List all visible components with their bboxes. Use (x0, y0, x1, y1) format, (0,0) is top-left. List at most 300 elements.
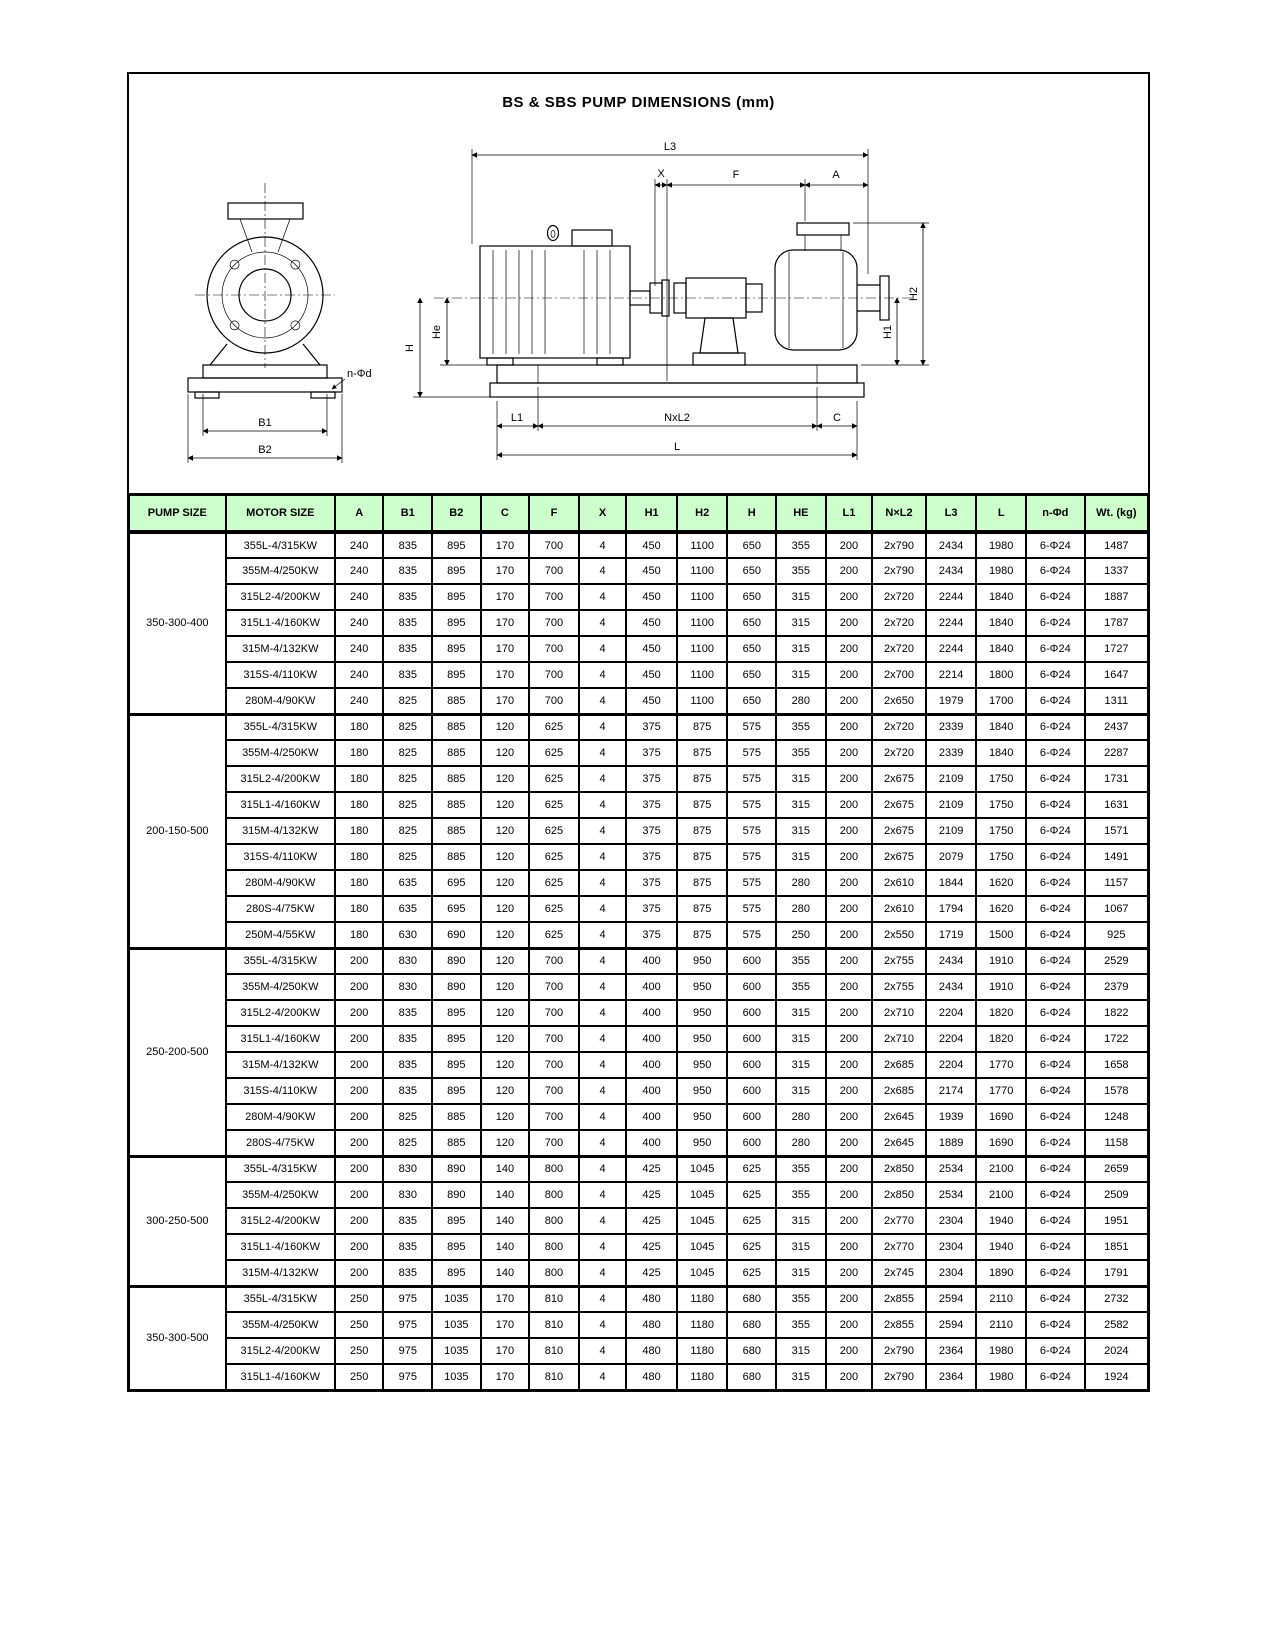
dimension-cell: 835 (383, 610, 432, 636)
dimension-cell: 355 (776, 1312, 826, 1338)
dimension-cell: 4 (579, 1312, 627, 1338)
dimension-cell: 2x790 (872, 1364, 926, 1390)
dimension-cell: 695 (432, 870, 481, 896)
dimension-cell: 2x710 (872, 1000, 926, 1026)
dimension-cell: 315 (776, 1260, 826, 1286)
dimension-cell: 885 (432, 766, 481, 792)
dimension-cell: 4 (579, 1000, 627, 1026)
table-row (129, 688, 1149, 714)
pump-drawing (129, 126, 1148, 490)
dimension-cell: 170 (481, 1338, 530, 1364)
dimension-cell: 375 (626, 792, 677, 818)
dimension-cell: 2244 (926, 584, 977, 610)
column-header: A (335, 495, 384, 533)
dimension-cell: 120 (481, 1026, 530, 1052)
motor-size-cell: 315M-4/132KW (226, 818, 335, 844)
dimension-cell: 400 (626, 1130, 677, 1156)
dimension-cell: 315 (776, 584, 826, 610)
dimension-cell: 140 (481, 1156, 530, 1182)
table-row (129, 584, 1149, 610)
table-row (129, 1130, 1149, 1156)
motor-size-cell: 280M-4/90KW (226, 688, 335, 714)
dimension-cell: 1844 (926, 870, 977, 896)
dimension-cell: 1311 (1085, 688, 1149, 714)
dimension-cell: 625 (529, 870, 579, 896)
dimension-cell: 200 (335, 974, 384, 1000)
dimension-cell: 4 (579, 1364, 627, 1390)
dimension-cell: 170 (481, 584, 530, 610)
dimension-cell: 4 (579, 1104, 627, 1130)
dimension-cell: 4 (579, 1338, 627, 1364)
dimension-cell: 400 (626, 974, 677, 1000)
dimension-cell: 1980 (976, 558, 1026, 584)
dimension-cell: 875 (677, 922, 728, 948)
dimension-cell: 1979 (926, 688, 977, 714)
motor-size-cell: 315M-4/132KW (226, 636, 335, 662)
dimension-cell: 1820 (976, 1000, 1026, 1026)
dimension-cell: 480 (626, 1364, 677, 1390)
dimension-cell: 890 (432, 1182, 481, 1208)
dimension-cell: 830 (383, 1182, 432, 1208)
dimension-cell: 120 (481, 974, 530, 1000)
dimension-cell: 2732 (1085, 1286, 1149, 1312)
motor-size-cell: 315L1-4/160KW (226, 792, 335, 818)
dimension-cell: 680 (727, 1312, 776, 1338)
dimension-cell: 700 (529, 1104, 579, 1130)
dimension-cell: 200 (335, 948, 384, 974)
dimension-cell: 1500 (976, 922, 1026, 948)
dimension-cell: 2x610 (872, 870, 926, 896)
dimension-cell: 575 (727, 922, 776, 948)
column-header: Wt. (kg) (1085, 495, 1149, 533)
dimension-cell: 6-Φ24 (1026, 922, 1085, 948)
dimension-cell: 1100 (677, 636, 728, 662)
dimension-cell: 2100 (976, 1182, 1026, 1208)
dimension-cell: 1840 (976, 714, 1026, 740)
dimension-cell: 2x720 (872, 740, 926, 766)
dimension-cell: 2x720 (872, 636, 926, 662)
dimension-cell: 315 (776, 1364, 826, 1390)
column-header: MOTOR SIZE (226, 495, 335, 533)
dimension-cell: 4 (579, 1286, 627, 1312)
dimension-cell: 835 (383, 1234, 432, 1260)
dimension-cell: 200 (335, 1182, 384, 1208)
dimension-cell: 1910 (976, 948, 1026, 974)
dimension-cell: 2x610 (872, 896, 926, 922)
dimension-cell: 170 (481, 1364, 530, 1390)
motor-size-cell: 355M-4/250KW (226, 558, 335, 584)
dimension-cell: 895 (432, 1078, 481, 1104)
pump-table-body (129, 532, 1149, 1390)
motor-size-cell: 315S-4/110KW (226, 1078, 335, 1104)
dimension-cell: 355 (776, 740, 826, 766)
pump-drawing-svg (129, 126, 1148, 490)
dimension-cell: 800 (529, 1260, 579, 1286)
table-row (129, 1260, 1149, 1286)
dimension-cell: 4 (579, 1078, 627, 1104)
table-row (129, 792, 1149, 818)
dimension-cell: 180 (335, 844, 384, 870)
dimension-cell: 1491 (1085, 844, 1149, 870)
dimension-cell: 1820 (976, 1026, 1026, 1052)
dimension-cell: 875 (677, 870, 728, 896)
dimension-cell: 315 (776, 1000, 826, 1026)
dimension-cell: 950 (677, 1052, 728, 1078)
dimension-cell: 355 (776, 532, 826, 558)
dimension-cell: 480 (626, 1286, 677, 1312)
column-header: n-Φd (1026, 495, 1085, 533)
dimension-cell: 200 (826, 844, 873, 870)
dimension-cell: 200 (826, 1234, 873, 1260)
dimension-cell: 2659 (1085, 1156, 1149, 1182)
dimension-cell: 120 (481, 922, 530, 948)
dimension-cell: 2x685 (872, 1052, 926, 1078)
dimension-cell: 170 (481, 532, 530, 558)
dimension-cell: 2x645 (872, 1130, 926, 1156)
dimension-cell: 4 (579, 662, 627, 688)
dimension-cell: 280 (776, 896, 826, 922)
dimension-cell: 1794 (926, 896, 977, 922)
dimension-cell: 1620 (976, 896, 1026, 922)
dimension-cell: 950 (677, 1000, 728, 1026)
dimension-cell: 315 (776, 610, 826, 636)
motor-size-cell: 315L1-4/160KW (226, 1026, 335, 1052)
column-header: H (727, 495, 776, 533)
pump-size-cell: 350-300-500 (129, 1286, 226, 1390)
dimension-cell: 2x700 (872, 662, 926, 688)
dimension-cell: 4 (579, 766, 627, 792)
dimension-cell: 120 (481, 714, 530, 740)
table-row (129, 714, 1149, 740)
dimension-cell: 975 (383, 1338, 432, 1364)
column-header: HE (776, 495, 826, 533)
dimension-cell: 6-Φ24 (1026, 662, 1085, 688)
dimension-cell: 2079 (926, 844, 977, 870)
dimension-cell: 315 (776, 1338, 826, 1364)
dimension-cell: 240 (335, 558, 384, 584)
dimension-cell: 680 (727, 1286, 776, 1312)
dimension-cell: 2534 (926, 1156, 977, 1182)
table-row (129, 844, 1149, 870)
dimension-cell: 2x720 (872, 610, 926, 636)
dimension-cell: 140 (481, 1234, 530, 1260)
dimension-cell: 200 (826, 1286, 873, 1312)
motor-size-cell: 315L1-4/160KW (226, 1234, 335, 1260)
dimension-cell: 950 (677, 1130, 728, 1156)
dimension-cell: 315 (776, 1026, 826, 1052)
dimension-cell: 2109 (926, 766, 977, 792)
dimension-cell: 2582 (1085, 1312, 1149, 1338)
dimension-cell: 835 (383, 1208, 432, 1234)
column-header: F (529, 495, 579, 533)
dim-label-h: H (404, 344, 416, 352)
dimension-cell: 120 (481, 948, 530, 974)
dimension-cell: 1180 (677, 1364, 728, 1390)
motor-size-cell: 315M-4/132KW (226, 1260, 335, 1286)
dimension-cell: 625 (529, 714, 579, 740)
dimension-cell: 6-Φ24 (1026, 532, 1085, 558)
dimension-cell: 200 (826, 1104, 873, 1130)
dimension-cell: 700 (529, 662, 579, 688)
dimension-cell: 885 (432, 1104, 481, 1130)
motor-size-cell: 315L2-4/200KW (226, 1208, 335, 1234)
dimension-cell: 835 (383, 1026, 432, 1052)
dimension-cell: 625 (529, 740, 579, 766)
motor-size-cell: 355L-4/315KW (226, 1156, 335, 1182)
dimension-cell: 575 (727, 792, 776, 818)
dimension-cell: 2x770 (872, 1234, 926, 1260)
dimension-cell: 1851 (1085, 1234, 1149, 1260)
dimension-cell: 2x645 (872, 1104, 926, 1130)
dimension-cell: 1980 (976, 532, 1026, 558)
dimension-cell: 4 (579, 558, 627, 584)
dimension-cell: 650 (727, 688, 776, 714)
dimension-cell: 450 (626, 584, 677, 610)
dimension-cell: 1770 (976, 1052, 1026, 1078)
dimension-cell: 2x675 (872, 818, 926, 844)
motor-size-cell: 355M-4/250KW (226, 974, 335, 1000)
dimension-cell: 170 (481, 662, 530, 688)
front-view (188, 183, 372, 463)
dimension-cell: 120 (481, 1000, 530, 1026)
pump-size-cell: 300-250-500 (129, 1156, 226, 1286)
dimension-cell: 1840 (976, 636, 1026, 662)
dimension-cell: 6-Φ24 (1026, 740, 1085, 766)
dimension-cell: 2244 (926, 610, 977, 636)
dimension-cell: 425 (626, 1234, 677, 1260)
dimension-cell: 355 (776, 1156, 826, 1182)
dimension-cell: 200 (826, 584, 873, 610)
dimension-cell: 1158 (1085, 1130, 1149, 1156)
dimension-cell: 200 (826, 1156, 873, 1182)
dim-label-b2: B2 (258, 444, 272, 456)
dimension-cell: 690 (432, 922, 481, 948)
dimension-cell: 875 (677, 896, 728, 922)
dimension-cell: 2110 (976, 1286, 1026, 1312)
table-row (129, 948, 1149, 974)
dimension-cell: 355 (776, 948, 826, 974)
dimension-cell: 835 (383, 1260, 432, 1286)
dimension-cell: 240 (335, 688, 384, 714)
dimension-cell: 1727 (1085, 636, 1149, 662)
dimension-cell: 4 (579, 792, 627, 818)
dimension-cell: 4 (579, 740, 627, 766)
dimension-cell: 1940 (976, 1208, 1026, 1234)
dimension-cell: 895 (432, 1260, 481, 1286)
pump-size-cell: 200-150-500 (129, 714, 226, 948)
dimension-cell: 6-Φ24 (1026, 1156, 1085, 1182)
dimension-cell: 1889 (926, 1130, 977, 1156)
dimension-cell: 250 (335, 1338, 384, 1364)
dimension-cell: 575 (727, 896, 776, 922)
dimension-cell: 200 (335, 1208, 384, 1234)
dimension-cell: 975 (383, 1312, 432, 1338)
dimension-cell: 6-Φ24 (1026, 714, 1085, 740)
dimension-cell: 280 (776, 688, 826, 714)
dimension-cell: 120 (481, 766, 530, 792)
dimension-cell: 950 (677, 948, 728, 974)
table-row (129, 1078, 1149, 1104)
dimension-cell: 2509 (1085, 1182, 1149, 1208)
dimension-cell: 2x720 (872, 584, 926, 610)
dimension-cell: 650 (727, 532, 776, 558)
dimension-cell: 120 (481, 792, 530, 818)
dimension-cell: 875 (677, 844, 728, 870)
dim-label-n-phi-d: n-Φd (347, 368, 372, 380)
dimension-cell: 4 (579, 1026, 627, 1052)
dimension-cell: 700 (529, 1130, 579, 1156)
dimension-cell: 200 (826, 1364, 873, 1390)
dimension-cell: 120 (481, 740, 530, 766)
dimension-cell: 140 (481, 1182, 530, 1208)
dimension-cell: 180 (335, 740, 384, 766)
dimension-cell: 2x755 (872, 974, 926, 1000)
dimension-cell: 975 (383, 1286, 432, 1312)
dimension-cell: 4 (579, 1234, 627, 1260)
dimension-cell: 1822 (1085, 1000, 1149, 1026)
dim-label-nxl2: NxL2 (664, 412, 690, 424)
dimension-cell: 450 (626, 636, 677, 662)
dimension-cell: 2534 (926, 1182, 977, 1208)
column-header: H2 (677, 495, 728, 533)
motor-size-cell: 355L-4/315KW (226, 948, 335, 974)
dimension-cell: 200 (826, 714, 873, 740)
table-row (129, 1182, 1149, 1208)
dimension-cell: 4 (579, 532, 627, 558)
table-row (129, 610, 1149, 636)
table-row (129, 1156, 1149, 1182)
dimension-cell: 635 (383, 870, 432, 896)
dimension-cell: 315 (776, 766, 826, 792)
dimension-cell: 425 (626, 1156, 677, 1182)
dimension-cell: 6-Φ24 (1026, 688, 1085, 714)
dimension-cell: 6-Φ24 (1026, 558, 1085, 584)
table-row (129, 1052, 1149, 1078)
table-row (129, 1364, 1149, 1390)
dimension-cell: 4 (579, 896, 627, 922)
dimension-cell: 1578 (1085, 1078, 1149, 1104)
dimension-cell: 120 (481, 1052, 530, 1078)
dimension-cell: 2244 (926, 636, 977, 662)
dimension-cell: 1787 (1085, 610, 1149, 636)
dimension-cell: 1620 (976, 870, 1026, 896)
dimension-cell: 170 (481, 1286, 530, 1312)
dimension-cell: 975 (383, 1364, 432, 1390)
dimension-cell: 240 (335, 662, 384, 688)
dimension-cell: 625 (727, 1208, 776, 1234)
dimension-cell: 2x855 (872, 1286, 926, 1312)
dimension-cell: 1631 (1085, 792, 1149, 818)
dimension-cell: 200 (826, 636, 873, 662)
dimension-cell: 600 (727, 1000, 776, 1026)
table-row (129, 1312, 1149, 1338)
dimension-cell: 1951 (1085, 1208, 1149, 1234)
dimension-cell: 2529 (1085, 948, 1149, 974)
dimension-cell: 4 (579, 1130, 627, 1156)
dimension-cell: 2379 (1085, 974, 1149, 1000)
dimension-cell: 600 (727, 1026, 776, 1052)
dimension-cell: 6-Φ24 (1026, 974, 1085, 1000)
dimension-cell: 1890 (976, 1260, 1026, 1286)
dimension-cell: 835 (383, 558, 432, 584)
motor-size-cell: 280S-4/75KW (226, 1130, 335, 1156)
dimension-cell: 200 (826, 870, 873, 896)
dimension-cell: 895 (432, 1208, 481, 1234)
motor-size-cell: 315L2-4/200KW (226, 1338, 335, 1364)
dimension-cell: 480 (626, 1338, 677, 1364)
dimension-cell: 400 (626, 1052, 677, 1078)
dimension-cell: 2x770 (872, 1208, 926, 1234)
dimension-cell: 200 (335, 1000, 384, 1026)
dimension-cell: 895 (432, 584, 481, 610)
dimension-cell: 315 (776, 844, 826, 870)
dimension-cell: 1840 (976, 584, 1026, 610)
dimension-cell: 180 (335, 896, 384, 922)
dimension-cell: 700 (529, 1052, 579, 1078)
dimension-cell: 2304 (926, 1260, 977, 1286)
dimension-cell: 800 (529, 1182, 579, 1208)
dimension-cell: 315 (776, 1078, 826, 1104)
dimension-cell: 700 (529, 558, 579, 584)
dimension-cell: 200 (826, 532, 873, 558)
table-row (129, 896, 1149, 922)
dimension-cell: 1722 (1085, 1026, 1149, 1052)
dimension-cell: 575 (727, 740, 776, 766)
dimension-cell: 1939 (926, 1104, 977, 1130)
dimension-cell: 600 (727, 1104, 776, 1130)
dimension-cell: 120 (481, 1078, 530, 1104)
dimension-cell: 200 (335, 1156, 384, 1182)
dimension-cell: 885 (432, 740, 481, 766)
table-row (129, 1208, 1149, 1234)
table-row (129, 740, 1149, 766)
dimension-cell: 1487 (1085, 532, 1149, 558)
dimension-cell: 200 (335, 1130, 384, 1156)
dimension-cell: 400 (626, 1078, 677, 1104)
page-title: BS & SBS PUMP DIMENSIONS (mm) (502, 94, 775, 111)
column-header: X (579, 495, 627, 533)
table-row (129, 870, 1149, 896)
dimension-cell: 6-Φ24 (1026, 1026, 1085, 1052)
dimension-cell: 6-Φ24 (1026, 1078, 1085, 1104)
dimension-cell: 200 (826, 922, 873, 948)
dimension-cell: 4 (579, 714, 627, 740)
table-row (129, 636, 1149, 662)
motor-size-cell: 315L2-4/200KW (226, 766, 335, 792)
dimension-cell: 1700 (976, 688, 1026, 714)
dimension-cell: 950 (677, 1078, 728, 1104)
dimension-cell: 1887 (1085, 584, 1149, 610)
dimension-cell: 575 (727, 818, 776, 844)
table-row (129, 1104, 1149, 1130)
dimension-cell: 2100 (976, 1156, 1026, 1182)
dimension-cell: 1180 (677, 1338, 728, 1364)
table-row (129, 818, 1149, 844)
dimension-cell: 680 (727, 1364, 776, 1390)
dimension-cell: 120 (481, 844, 530, 870)
dimension-cell: 680 (727, 1338, 776, 1364)
table-row (129, 974, 1149, 1000)
motor-size-cell: 280M-4/90KW (226, 1104, 335, 1130)
dimension-cell: 1840 (976, 610, 1026, 636)
dimension-cell: 1647 (1085, 662, 1149, 688)
dimension-cell: 890 (432, 974, 481, 1000)
motor-size-cell: 315M-4/132KW (226, 1052, 335, 1078)
dimension-cell: 2594 (926, 1286, 977, 1312)
dimension-cell: 700 (529, 1078, 579, 1104)
dimension-cell: 200 (335, 1260, 384, 1286)
dimension-cell: 6-Φ24 (1026, 818, 1085, 844)
